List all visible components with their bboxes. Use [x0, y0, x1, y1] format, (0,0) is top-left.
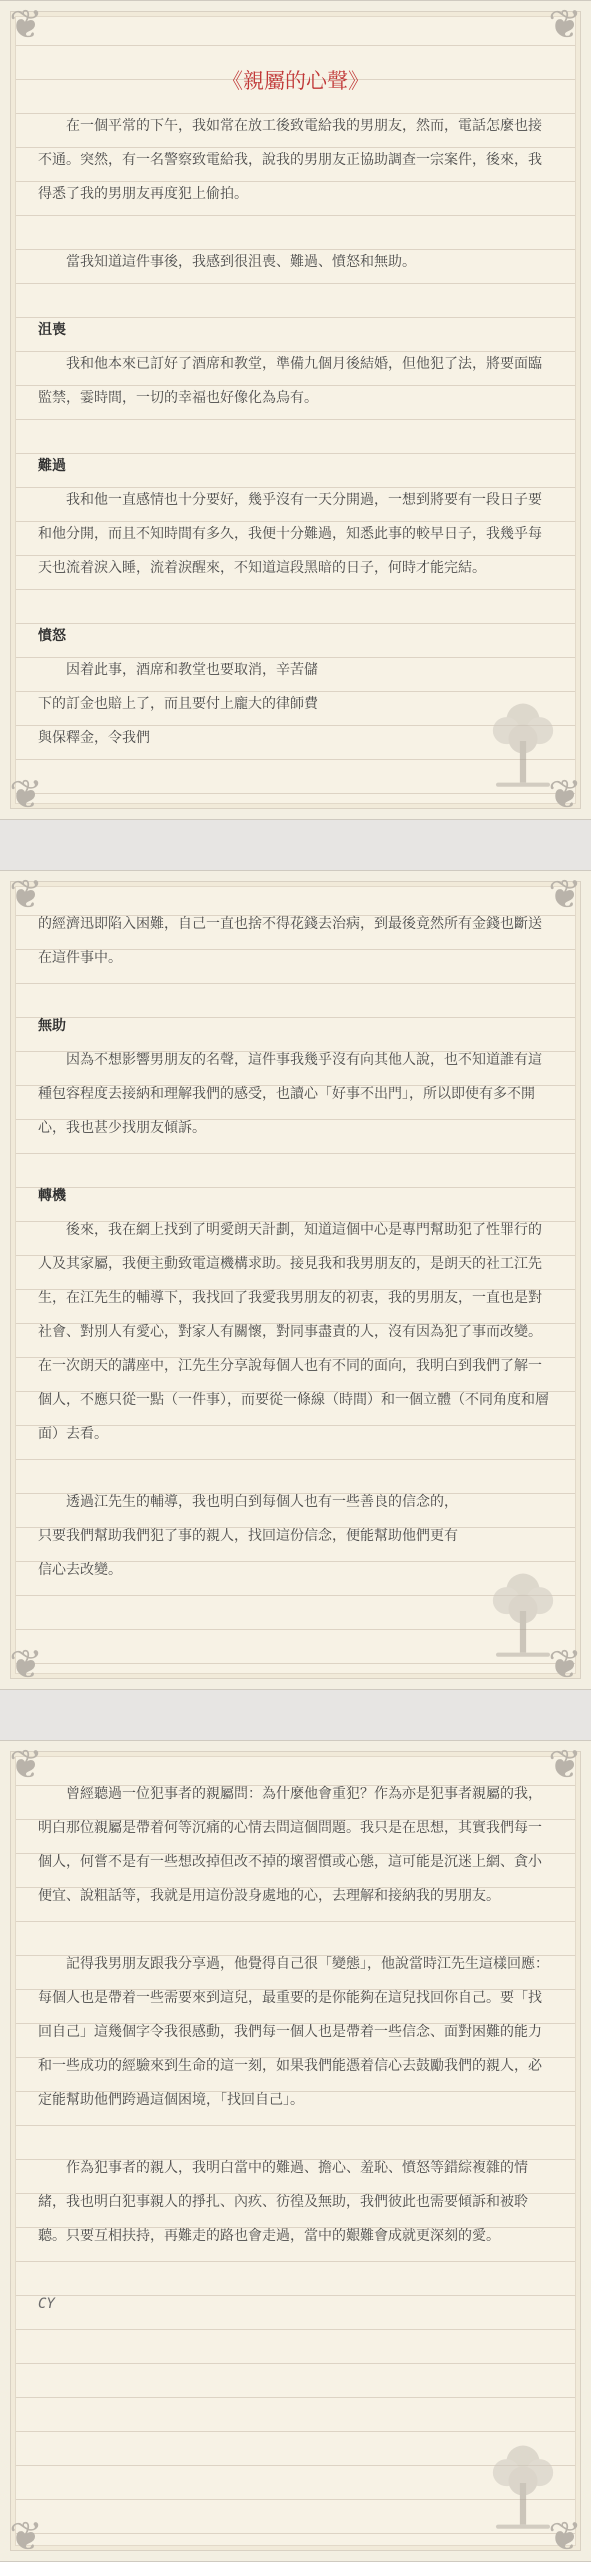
- corner-ornament-icon: ❦: [548, 1742, 582, 1788]
- reflection-paragraph: 曾經聽過一位犯事者的親屬問：為什麼他會重犯？作為亦是犯事者親屬的我，明白那位親屬是帶着何等沉痛的心情去問這個問題。我只是在思想，其實我們每一個人，何嘗不是有一些想改掉但改不掉的壞習慣或心態，這可能是沉迷上網、貪小便宜、說粗話等，我就是用這份設身處地的心，去理解和接納我的男朋友。: [38, 1786, 542, 1904]
- corner-ornament-icon: ❦: [9, 2514, 43, 2560]
- section-heading-grief: 難過: [38, 458, 66, 474]
- closing-paragraph: 作為犯事者的親人，我明白當中的難過、擔心、羞恥、憤怒等錯綜複雜的情緒，我也明白犯事親人的掙扎、內疚、彷徨及無助，我們彼此也需要傾訴和被聆聽。只要互相扶持，再難走的路也會走過，當中的艱難會成就更深刻的愛。: [38, 2160, 528, 2244]
- letter-page-3: [0, 1740, 591, 2562]
- page-2-content: [38, 907, 553, 1587]
- remember-paragraph: 記得我男朋友跟我分享過，他覺得自己很「變態」，他說當時江先生這樣回應：每個人也是帶着一些需要來到這兒，最重要的是你能夠在這兒找回你自己。要「找回自己」這幾個字令我很感動，我們每一個人也是帶着一些信念、面對困難的能力和一些成功的經驗來到生命的這一刻，如果我們能憑着信心去鼓勵我們的親人，必定能幫助他們跨過這個困境，「找回自己」。: [38, 1956, 549, 2108]
- help-paragraph: 因為不想影響男朋友的名聲，這件事我幾乎沒有向其他人說，也不知道誰有這種包容程度去接納和理解我們的感受，也讀心「好事不出門」，所以即使有多不開心，我也甚少找朋友傾訴。: [38, 1052, 542, 1136]
- corner-ornament-icon: ❦: [548, 872, 582, 918]
- feeling-paragraph: 當我知道這件事後，我感到很沮喪、難過、憤怒和無助。: [66, 254, 416, 270]
- section-heading-help: 無助: [38, 1018, 66, 1034]
- turn-paragraph: 後來，我在網上找到了明愛朗天計劃，知道這個中心是專門幫助犯了性罪行的人及其家屬，我便主動致電這機構求助。接見我和我男朋友的，是朗天的社工江先生，在江先生的輔導下，我找回了我愛我男朋友的初衷，我的男朋友，一直也是對社會、對別人有愛心，對家人有關懷，對同事盡責的人，沒有因為犯了事而改變。在一次朗天的講座中，江先生分享說每個人也有不同的面向，我明白到我們了解一個人，不應只從一點（一件事），而要從一條線（時間）和一個立體（不同角度和層面）去看。: [38, 1222, 549, 1442]
- intro-paragraph: 在一個平常的下午，我如常在放工後致電給我的男朋友，然而，電話怎麼也接不通。突然，有一名警察致電給我，說我的男朋友正協助調查一宗案件，後來，我得悉了我的男朋友再度犯上偷拍。: [38, 118, 542, 202]
- section-heading-sad: 沮喪: [38, 322, 66, 338]
- corner-ornament-icon: ❦: [548, 1642, 582, 1688]
- letter-title: 《親屬的心聲》: [222, 69, 369, 93]
- sad-paragraph: 我和他本來已訂好了酒席和教堂，準備九個月後結婚，但他犯了法，將要面臨監禁，霎時間，一切的幸福也好像化為烏有。: [38, 356, 542, 406]
- corner-ornament-icon: ❦: [548, 772, 582, 818]
- corner-ornament-icon: ❦: [9, 772, 43, 818]
- corner-ornament-icon: ❦: [9, 2, 43, 48]
- signature: CY: [38, 2296, 55, 2312]
- section-heading-anger: 憤怒: [38, 628, 66, 644]
- tree-icon: [481, 2431, 565, 2535]
- continued-paragraph: 的經濟迅即陷入困難，自己一直也捨不得花錢去治病，到最後竟然所有金錢也斷送在這件事中。: [38, 916, 542, 966]
- corner-ornament-icon: ❦: [9, 1742, 43, 1788]
- letter-page-2: [0, 870, 591, 1690]
- section-heading-turn: 轉機: [38, 1188, 66, 1204]
- belief-paragraph: 透過江先生的輔導，我也明白到每個人也有一些善良的信念的，只要我們幫助我們犯了事的親人，找回這份信念，便能幫助他們更有信心去改變。: [38, 1494, 458, 1578]
- corner-ornament-icon: ❦: [9, 872, 43, 918]
- page-3-content: [38, 1777, 553, 2321]
- corner-ornament-icon: ❦: [9, 1642, 43, 1688]
- grief-paragraph: 我和他一直感情也十分要好，幾乎沒有一天分開過，一想到將要有一段日子要和他分開，而且不知時間有多久，我便十分難過，知悉此事的較早日子，我幾乎每天也流着淚入睡，流着淚醒來，不知道這段黑暗的日子，何時才能完結。: [38, 492, 542, 576]
- letter-page-1: [0, 0, 591, 820]
- anger-paragraph: 因着此事，酒席和教堂也要取消，辛苦儲下的訂金也賠上了，而且要付上龐大的律師費與保釋金，令我們: [38, 662, 318, 746]
- corner-ornament-icon: ❦: [548, 2514, 582, 2560]
- corner-ornament-icon: ❦: [548, 2, 582, 48]
- page-1-content: [38, 1, 553, 755]
